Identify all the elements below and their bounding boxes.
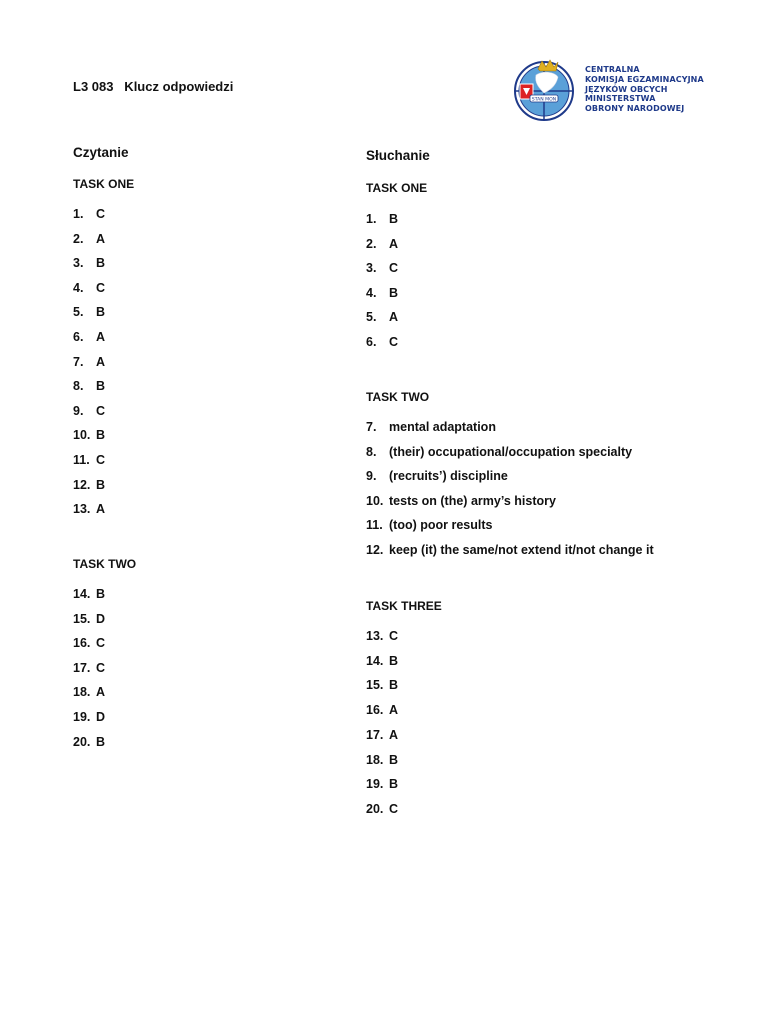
answer-value: C	[96, 453, 106, 467]
answer-item	[73, 685, 105, 699]
answer-item	[73, 636, 105, 650]
logo-line-1: CENTRALNA	[585, 65, 640, 74]
answer-value: B	[389, 212, 399, 226]
answer-number: 7.	[366, 420, 377, 434]
answer-value: B	[389, 653, 399, 668]
answer-item	[366, 703, 398, 717]
reading-task-one-heading: TASK ONE	[73, 177, 135, 191]
answer-item	[366, 629, 398, 643]
answer-item	[73, 355, 105, 369]
answer-value: (too) poor results	[389, 518, 493, 533]
answer-value: C	[96, 280, 106, 295]
answer-number: 12.	[73, 477, 91, 492]
answer-item	[73, 661, 105, 675]
answer-item	[73, 404, 105, 418]
logo-line-3: JĘZYKÓW OBCYCH	[585, 84, 668, 94]
answer-item	[73, 428, 105, 442]
answer-value: A	[96, 685, 106, 700]
answer-number: 13.	[73, 502, 91, 517]
answer-number: 16.	[73, 636, 91, 651]
document-title: L3 083 Klucz odpowiedzi	[73, 79, 234, 94]
answer-item	[73, 735, 105, 749]
answer-number: 8.	[73, 379, 84, 394]
answer-number: 6.	[366, 335, 377, 349]
answer-number: 20.	[366, 801, 384, 816]
answer-value: A	[389, 703, 399, 718]
answer-item	[73, 453, 105, 467]
answer-number: 10.	[366, 493, 384, 508]
answer-number: 17.	[366, 727, 384, 742]
answer-item	[73, 478, 105, 492]
answer-item	[73, 305, 105, 319]
answer-number: 2.	[73, 231, 84, 246]
answer-number: 19.	[73, 710, 91, 724]
answer-item	[73, 232, 105, 246]
answer-value: C	[389, 261, 399, 276]
answer-item	[366, 654, 398, 668]
answer-number: 14.	[73, 587, 91, 601]
answer-number: 15.	[73, 611, 91, 626]
answer-value: A	[96, 231, 106, 246]
answer-item	[366, 445, 632, 459]
answer-item	[73, 281, 105, 295]
answer-number: 14.	[366, 653, 384, 668]
answer-item	[73, 502, 105, 516]
answer-value: D	[96, 611, 106, 626]
answer-number: 13.	[366, 629, 384, 643]
answer-value: B	[96, 305, 106, 320]
answer-item	[366, 802, 398, 816]
answer-value: C	[389, 801, 399, 816]
answer-item	[73, 330, 105, 344]
answer-number: 19.	[366, 777, 384, 792]
answer-number: 1.	[366, 212, 377, 226]
answer-number: 12.	[366, 543, 384, 557]
answer-number: 11.	[73, 453, 90, 467]
answer-value: C	[389, 335, 399, 349]
answer-value: (their) occupational/occupation specialty	[389, 444, 633, 459]
logo-ribbon-text: STAN MON	[531, 97, 557, 103]
answer-number: 3.	[366, 261, 377, 276]
answer-item	[366, 777, 398, 791]
answer-item	[366, 494, 556, 508]
answer-value: C	[96, 660, 106, 675]
answer-item	[366, 518, 492, 532]
answer-item	[366, 335, 398, 349]
answer-value: C	[389, 629, 399, 643]
answer-item	[366, 678, 398, 692]
answer-value: A	[96, 502, 106, 517]
listening-task-three-heading: TASK THREE	[366, 599, 442, 613]
answer-value: B	[96, 428, 106, 443]
answer-item	[73, 379, 105, 393]
answer-item	[366, 310, 398, 324]
answer-value: A	[389, 727, 399, 742]
answer-number: 4.	[73, 280, 84, 295]
answer-item	[366, 261, 398, 275]
answer-item	[366, 728, 398, 742]
answer-value: keep (it) the same/not extend it/not change it	[389, 543, 654, 557]
answer-value: B	[389, 777, 399, 792]
answer-value: A	[96, 330, 106, 344]
answer-number: 8.	[366, 444, 377, 459]
logo-line-4: MINISTERSTWA	[585, 94, 656, 104]
answer-item	[73, 587, 105, 601]
answer-value: (recruits’) discipline	[389, 469, 508, 484]
answer-item	[366, 469, 508, 483]
answer-value: mental adaptation	[389, 420, 496, 434]
answer-number: 16.	[366, 703, 384, 718]
listening-task-two-heading: TASK TWO	[366, 390, 430, 404]
logo-line-2: KOMISJA EGZAMINACYJNA	[585, 74, 704, 84]
answer-number: 9.	[366, 469, 377, 484]
answer-number: 2.	[366, 236, 377, 251]
answer-item	[366, 237, 398, 251]
answer-number: 1.	[73, 207, 84, 221]
answer-value: B	[96, 256, 106, 271]
answer-value: D	[96, 710, 106, 724]
answer-value: B	[96, 587, 106, 601]
answer-value: B	[96, 477, 106, 492]
answer-value: B	[389, 678, 399, 693]
listening-heading: Słuchanie	[366, 148, 430, 163]
answer-number: 4.	[366, 285, 377, 300]
answer-value: C	[96, 636, 106, 651]
answer-value: A	[96, 354, 106, 369]
listening-task-one-heading: TASK ONE	[366, 181, 428, 195]
answer-value: A	[389, 310, 399, 325]
answer-item	[73, 207, 105, 221]
logo-line-5: OBRONY NARODOWEJ	[585, 104, 685, 114]
logo-text	[585, 65, 704, 114]
answer-number: 7.	[73, 354, 84, 369]
answer-value: C	[96, 207, 106, 221]
answer-value: B	[389, 752, 399, 767]
emblem-icon	[512, 57, 584, 123]
answer-value: B	[389, 285, 399, 300]
answer-item	[366, 753, 398, 767]
answer-item	[73, 256, 105, 270]
answer-number: 18.	[73, 685, 91, 700]
answer-number: 15.	[366, 678, 384, 693]
answer-number: 6.	[73, 330, 84, 344]
reading-task-two-heading: TASK TWO	[73, 557, 137, 571]
answer-value: tests on (the) army’s history	[389, 493, 556, 508]
answer-item	[73, 710, 105, 724]
answer-item	[73, 612, 105, 626]
answer-number: 17.	[73, 660, 91, 675]
answer-value: A	[389, 236, 399, 251]
reading-heading: Czytanie	[73, 145, 129, 160]
answer-item	[366, 420, 496, 434]
answer-item	[366, 286, 398, 300]
answer-value: C	[96, 403, 106, 418]
answer-item	[366, 212, 398, 226]
answer-number: 18.	[366, 752, 384, 767]
answer-value: B	[96, 734, 106, 749]
commission-logo	[512, 57, 712, 123]
answer-number: 5.	[366, 310, 377, 325]
answer-number: 10.	[73, 428, 91, 443]
answer-number: 5.	[73, 305, 84, 320]
answer-number: 9.	[73, 403, 84, 418]
answer-item	[366, 543, 654, 557]
answer-number: 3.	[73, 256, 84, 271]
answer-number: 20.	[73, 734, 91, 749]
answer-number: 11.	[366, 518, 383, 533]
answer-value: B	[96, 379, 106, 394]
